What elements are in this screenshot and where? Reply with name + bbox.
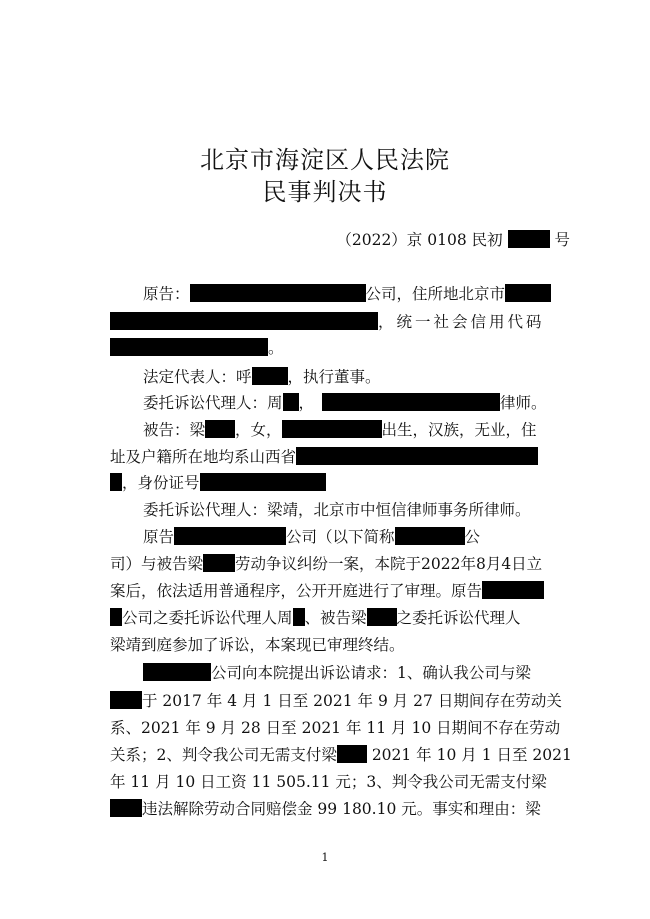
text: 违法解除劳动合同赔偿金 99 180.10 元。事实和理由：梁 xyxy=(142,800,541,818)
redaction xyxy=(190,284,366,302)
redaction xyxy=(505,284,551,302)
defendant-agent: 委托诉讼代理人：梁靖，北京市中恒信律师事务所律师。 xyxy=(143,501,531,519)
text: 公司向本院提出诉讼请求：1、确认我公司与梁 xyxy=(211,664,531,682)
redaction xyxy=(110,691,142,709)
paragraph-line: 梁靖到庭参加了诉讼，本案现已审理终结。 xyxy=(110,636,405,654)
plaintiff-line-3 xyxy=(110,337,570,359)
redaction xyxy=(395,527,465,545)
paragraph-line xyxy=(110,607,570,629)
plaintiff-agent xyxy=(143,392,603,414)
text: 公司，住所地北京市 xyxy=(365,285,506,303)
redaction xyxy=(110,473,122,491)
text: ，身份证号 xyxy=(122,474,200,492)
claims-line xyxy=(143,662,603,684)
redaction xyxy=(508,230,550,248)
text: 出生，汉族，无业，住 xyxy=(381,421,537,439)
document-type: 民事判决书 xyxy=(262,178,388,206)
redaction xyxy=(110,799,142,817)
claims-line xyxy=(110,690,570,712)
text: 公司（以下简称 xyxy=(286,528,395,546)
claims-line: 年 11 月 10 日工资 11 505.11 元；3、判令我公司无需支付梁 xyxy=(110,773,547,791)
redaction xyxy=(143,663,211,681)
case-number xyxy=(336,228,570,250)
redaction xyxy=(283,393,299,411)
text: 、被告梁 xyxy=(304,609,367,627)
redaction xyxy=(367,608,397,626)
text: 委托诉讼代理人：周 xyxy=(143,394,283,412)
text: 原告 xyxy=(143,528,175,546)
redaction xyxy=(282,420,382,438)
text: 公 xyxy=(464,528,481,546)
text: 之委托诉讼代理人 xyxy=(396,609,521,627)
redaction xyxy=(322,393,500,411)
text: 被告：梁 xyxy=(143,421,206,439)
redaction xyxy=(337,745,367,763)
text: 律师。 xyxy=(500,394,547,412)
redaction xyxy=(205,420,235,438)
text: 关系；2、判令我公司无需支付梁 xyxy=(110,746,337,764)
redaction xyxy=(293,608,305,626)
text: ，女， xyxy=(235,421,282,439)
text: 址及户籍所在地均系山西省 xyxy=(110,448,297,466)
text: 劳动争议纠纷一案，本院于2022年8月4日立 xyxy=(235,555,543,573)
redaction xyxy=(482,581,544,599)
text: 司）与被告梁 xyxy=(110,555,204,573)
text: ，统一社会信用代码 xyxy=(378,313,545,331)
redaction xyxy=(296,447,538,465)
text: 2021 年 10 月 1 日至 2021 xyxy=(371,746,572,764)
redaction xyxy=(110,338,268,356)
paragraph-line xyxy=(110,580,570,602)
legal-representative xyxy=(143,366,603,388)
text: 。 xyxy=(268,339,284,357)
redaction xyxy=(174,527,286,545)
redaction xyxy=(110,312,378,330)
defendant-line xyxy=(143,419,603,441)
text: 于 2017 年 4 月 1 日至 2021 年 9 月 27 日期间存在劳动关 xyxy=(142,692,562,710)
redaction xyxy=(110,608,122,626)
redaction xyxy=(203,554,235,572)
plaintiff-line-2 xyxy=(110,311,570,333)
redaction xyxy=(200,473,326,491)
claims-line: 系、2021 年 9 月 28 日至 2021 年 11 月 10 日期间不存在劳动 xyxy=(110,719,561,737)
plaintiff-line xyxy=(143,283,603,305)
paragraph-line xyxy=(110,553,570,575)
redaction xyxy=(252,367,288,385)
defendant-line-3 xyxy=(110,472,570,494)
text: ，执行董事。 xyxy=(287,368,381,386)
text: 法定代表人：呼 xyxy=(143,368,252,386)
text: 原告： xyxy=(143,285,190,303)
text: ， xyxy=(298,394,315,412)
case-number-suffix: 号 xyxy=(554,231,570,249)
claims-line xyxy=(110,798,570,820)
court-name: 北京市海淀区人民法院 xyxy=(200,146,450,174)
claims-line xyxy=(110,744,570,766)
text: 公司之委托诉讼代理人周 xyxy=(122,609,293,627)
text: 案后，依法适用普通程序，公开开庭进行了审理。原告 xyxy=(110,582,483,600)
case-number-prefix: （2022）京 0108 民初 xyxy=(336,231,503,249)
defendant-line-2 xyxy=(110,446,570,468)
paragraph-line xyxy=(143,526,603,548)
page-number: 1 xyxy=(321,851,329,864)
